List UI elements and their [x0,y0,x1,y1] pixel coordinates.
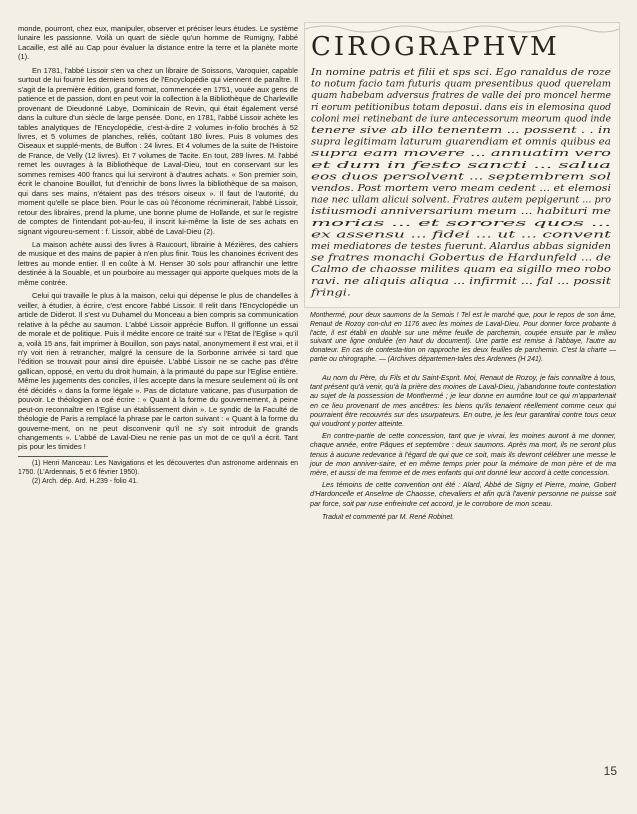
translation-credit: Traduit et commenté par M. René Robinet. [322,513,455,521]
charter-line: morias ... et sorores quos ... [311,218,612,229]
charter-image [304,22,620,308]
footnote-2: (2) Arch. dép. Ard. H.239 - folio 41. [32,478,139,486]
footnote-divider [18,456,108,457]
charter-line: nae nec ullam alicui solvent. Fratres autem pepigerunt ... pro [311,195,612,206]
paragraph-raucourt: La maison achète aussi des livres à Raucourt, librairie à Mézières, des cahiers de musique et des mains de papier à n'en plus finir. Tous les chanoines écrivent des lettres au monde entier. Il en coûte à M. Henser 30 sols pour affranchir une lettre destinée à la Souable, et un pourboire au messager qui apporte quelques mots de la même contrée. [18,239,298,287]
charter-line: istiusmodi anniversarium meum ... habituri me [311,207,611,218]
footnote-1: (1) Henri Manceau: Les Navigations et les découvertes d'un astronome ardennais en 1750. (L'Ardennais, 5 et 6 février 1950). [18,459,298,476]
charter-line: ri eorum petitionibus totam deposui. dans eis in elemosina quod [311,102,612,113]
charter-line: Calmo de chaosse milites quam ea sigillo meo robo [311,265,612,276]
charter-line: tenere sive ab illo tenentem ... possent . . in [311,126,612,136]
paragraph-intro: monde, pourront, chez eux, manipuler, observer et préciser leurs études. Le système lunaire les passionne. Voilà un quart de siècle qu'un homme de Rumigny, l'abbé Lacaille, est allé au Cap pour évaluer la distance entre la terre et la planète morte (1). [18,24,298,62]
translation-paragraph-3: Les témoins de cette convention ont été : Alard, Abbé de Signy et Pierre, moine, Gobert d'Hardoncelle et Anselme de Chaosse, chevaliers et afin qu'à l'avenir personne ne puisse soit par force, soit par ruse enfreindre cet accord, je le corrobore de mon sceau. [310,480,616,508]
paragraph-lissoir-work: Celui qui travaille le plus à la maison, celui qui dépense le plus de chandelles à veiller, à étudier, à écrire, c'est encore l'abbé Lissoir. Il relit dans l'Encyclopédie un article de Diderot. Il s'est vu Duhamel du Monceau a bien compris sa communication relative à la pêche au saumon. L'abbé Lissoir apprécie Buffon. Il griffonne un essai de morale et de politique. Puis il médite encore ce traité sur « l'Etat de l'Eglise » qu'il a, voilà 15 ans, fait imprimer à Bouillon, son pays natal, anonymement il est vrai, et il n'y voit rien à retrancher, malgré la censure de la Sorbonne arrivée si tard que l'édition se trouvait pour ainsi dire épuisée. L'abbé Lissoir ne se cache pas d'être gallican, opposé, en vertu du droit humain, à la primauté du pape sur l'Eglise entière. Même les jugements des conciles, il les accepte dans la mesure seulement où ils ont été décidés « dans la forme légale ». Pas de dictature vaticane, pas d'usurpation de pouvoir. Le théologien a osé écrire : « Quant à la forme du gouvernement, à peine peut-on reconnaître en l'Eglise un établissement divin ». Le syndic de la Faculté de théologie de Paris a remplacé la phrase par le carton suivant : « Quant à la forme du gouverne-ment, on ne peut disconvenir qu'il ne s'y soit introduit de grands changements ». L'abbé de Laval-Dieu ne renie pas un mot de ce qu'il a écrit. Tant pis pour les timides ! [18,291,298,452]
left-text-column [18,24,298,488]
charter-translation [310,373,616,508]
charter-line: supra eam movere ... annuatim vero [311,149,613,160]
charter-manuscript-picture [305,23,619,307]
charter-caption: Monthermé, pour deux saumons de la Semois ! Tel est le marché que, pour le repos de son âme, Renaut de Rozoy con-clut en 1176 avec les moines de Laval-Dieu. Pour donner force probante à l'acte, il est établi en double sur une même feuille de parchemin, coupée ensuite par le milieu suivant une ligne ondulée (en haut du document). Une partie est remise à l'abbaye, l'autre au donateur. En cas de contesta-tion on rapproche les deux feuilles de parchemin. C'est la charte — partie ou chirographe. — (Archives départemen-tales des Ardennes (H 241). [310,312,616,364]
charter-line: mei mediatores de testes fuerunt. Alardus abbas signiden [311,242,612,252]
page-number: 15 [603,764,617,778]
charter-line: to notum facio tam futuris quam presentibus quod querelam [311,79,611,90]
charter-line: se fratres monachi Gobertus de Hardunfeld ... de [311,253,611,264]
svg-text:CIROGRAPHVM: CIROGRAPHVM [311,32,560,62]
charter-line: supra legitimam laturum guarendiam et omnis quibus ea [311,137,611,148]
charter-line: In nomine patris et filii et sps sci. Ego ranaldus de roze [309,67,612,78]
charter-line: coloni mei retinebant de iure antecessorum meorum quod inde [311,114,611,125]
paragraph-1781-purchases: En 1781, l'abbé Lissoir s'en va chez un libraire de Soissons, Varoquier, capable surtout de lui fournir les derniers tomes de l'Encyclopédie qui viennent de paraître. Il s'agit de la première édition, grand format, commencée en 1751, vouée aux gens de patience et de passion, dont en peut voir la collection à la Bibliothèque de Charleville provenant de Dieudonné Labye, Dominicain de Revin, qui était également versé dans la culture d'un siècle de large pensée. Donc, en 1781, l'abbé Lissoir achète les tables analytiques de l'Encyclopédie, c'est-à-dire 2 volumes in-folio brochés à 52 livres, et 5 volumes de planches, reliés, coûtant 180 livres. Puis 8 volumes des Oiseaux et supplé-ments, de Buffon : 24 livres. Et 4 volumes de la suite de l'Histoire de France, de Velly (12 livres). Et 7 volumes de Tacite. En tout, 289 livres. M. l'abbé remet les ouvrages à la Bibliothèque de Laval-Dieu, tout en conservant sur les sommes remises 400 francs qui lui serviront à d'autres achats. « Son premier soin, écrit le chanoine Bouillot, fut d'enrichir de bons livres la bibliothèque de sa maison, qui dans ses mains, n'étaient pas des trésors oiseux ». Il faut de l'autorité, du moment qu'elle se place bien. Pour le cas où l'économe récriminerait, l'abbé Lissoir, retour des libraires, prend la plume, une bonne plume de Hollande, et sur le registre de comptes de l'intendant pot-au-feu, il inscrit lui-même la liste de ses achats en signant vigoureu-sement : f. Lissoir, abbé de Laval-Dieu (2). [18,65,298,236]
charter-line: eos duos persolvent ... septembrem sol [311,172,612,183]
charter-line: fringi. [309,288,352,299]
charter-line: et dum in festo sancti ... salua [311,160,611,171]
charter-line: vendos. Post mortem vero meam cedent ... et elemosi [311,184,612,194]
charter-line: quam habebam adversus fratres de valle dei pro moncel herme [311,91,611,102]
right-column [304,22,620,521]
translation-paragraph-1: Au nom du Père, du Fils et du Saint-Esprit. Moi, Renaut de Rozoy, je fais connaître à tous, tant présent qu'à venir, qu'à la prière des moines de Laval-Dieu, j'abandonne toute contestation au sujet de la possession de Monthermé ; je leur donne en aumône tout ce qui m'appartenait en ce lieu provenant de mes ancêtres: les biens qu'ils tenaient réellement comme ceux qui pourraient être recouvrés sur des usurpateurs. En outre, je les leur garantirai contre tous ceux qui voudront y porter atteinte. [310,372,616,428]
charter-line: ravi. ne aliquis aliqua ... infirmit ... fal ... possit [311,276,612,287]
charter-line: ex assensu ... fidei ... ut ... convent [311,230,612,241]
translation-paragraph-2: En contre-partie de cette concession, tant que je vivrai, les moines auront à me donner, chaque année, entre Pâques et septembre : deux saumons. Après ma mort, ils ne seront plus tenus à aucune redevance à l'égard de qui que ce soit, mais ils devront célébrer une messe le jour de mon anniver-saire, et en même temps prier pour la mémoire de mon père et de ma mère, et aussi de ma femme et de mes enfants qui ont donné leur accord à cette concession. [310,431,616,477]
